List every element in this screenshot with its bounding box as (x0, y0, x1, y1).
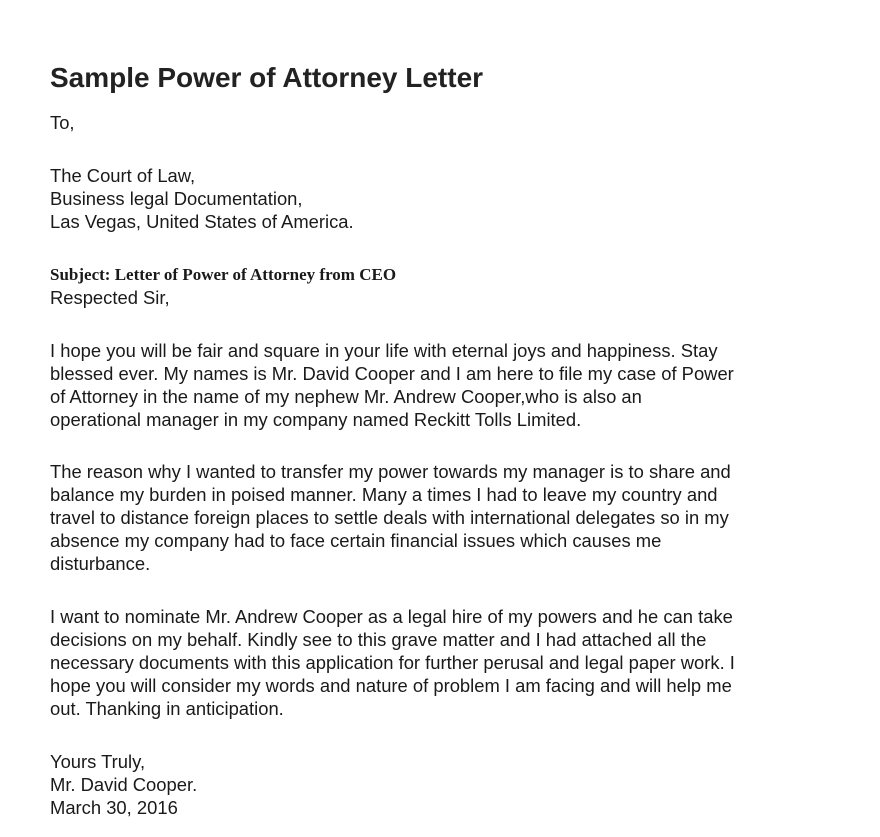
paragraph-line: operational manager in my company named Reckitt Tolls Limited. (50, 409, 582, 430)
paragraph-line: I hope you will be fair and square in your life with eternal joys and happiness. Stay (50, 340, 718, 361)
paragraph-line: disturbance. (50, 553, 151, 574)
recipient-line-1: The Court of Law, (50, 165, 196, 186)
subject-line: Subject: Letter of Power of Attorney from CEO (50, 265, 397, 284)
page-title: Sample Power of Attorney Letter (50, 62, 484, 93)
recipient-line-2: Business legal Documentation, (50, 188, 303, 209)
paragraph-line: decisions on my behalf. Kindly see to this grave matter and I had attached all the (50, 629, 707, 650)
salutation-to: To, (50, 112, 75, 133)
paragraph-line: out. Thanking in anticipation. (50, 698, 284, 719)
sign-off: Yours Truly, (50, 751, 146, 772)
greeting: Respected Sir, (50, 287, 170, 308)
paragraph-line: necessary documents with this application for further perusal and legal paper work. I (50, 652, 735, 673)
paragraph-line: of Attorney in the name of my nephew Mr. Andrew Cooper,who is also an (50, 386, 642, 407)
letter-date: March 30, 2016 (50, 797, 178, 818)
paragraph-line: The reason why I wanted to transfer my power towards my manager is to share and (50, 461, 731, 482)
paragraph-line: I want to nominate Mr. Andrew Cooper as a legal hire of my powers and he can take (50, 606, 733, 627)
paragraph-line: blessed ever. My names is Mr. David Cooper and I am here to file my case of Power (50, 363, 734, 384)
paragraph-3 (50, 605, 840, 720)
paragraph-line: travel to distance foreign places to settle deals with international delegates so in my (50, 507, 729, 528)
paragraph-1 (50, 339, 840, 431)
paragraph-2 (50, 460, 840, 575)
paragraph-line: hope you will consider my words and nature of problem I am facing and will help me (50, 675, 732, 696)
signer-name: Mr. David Cooper. (50, 774, 198, 795)
paragraph-line: absence my company had to face certain financial issues which causes me (50, 530, 662, 551)
paragraph-line: balance my burden in poised manner. Many a times I had to leave my country and (50, 484, 718, 505)
recipient-line-3: Las Vegas, United States of America. (50, 211, 354, 232)
